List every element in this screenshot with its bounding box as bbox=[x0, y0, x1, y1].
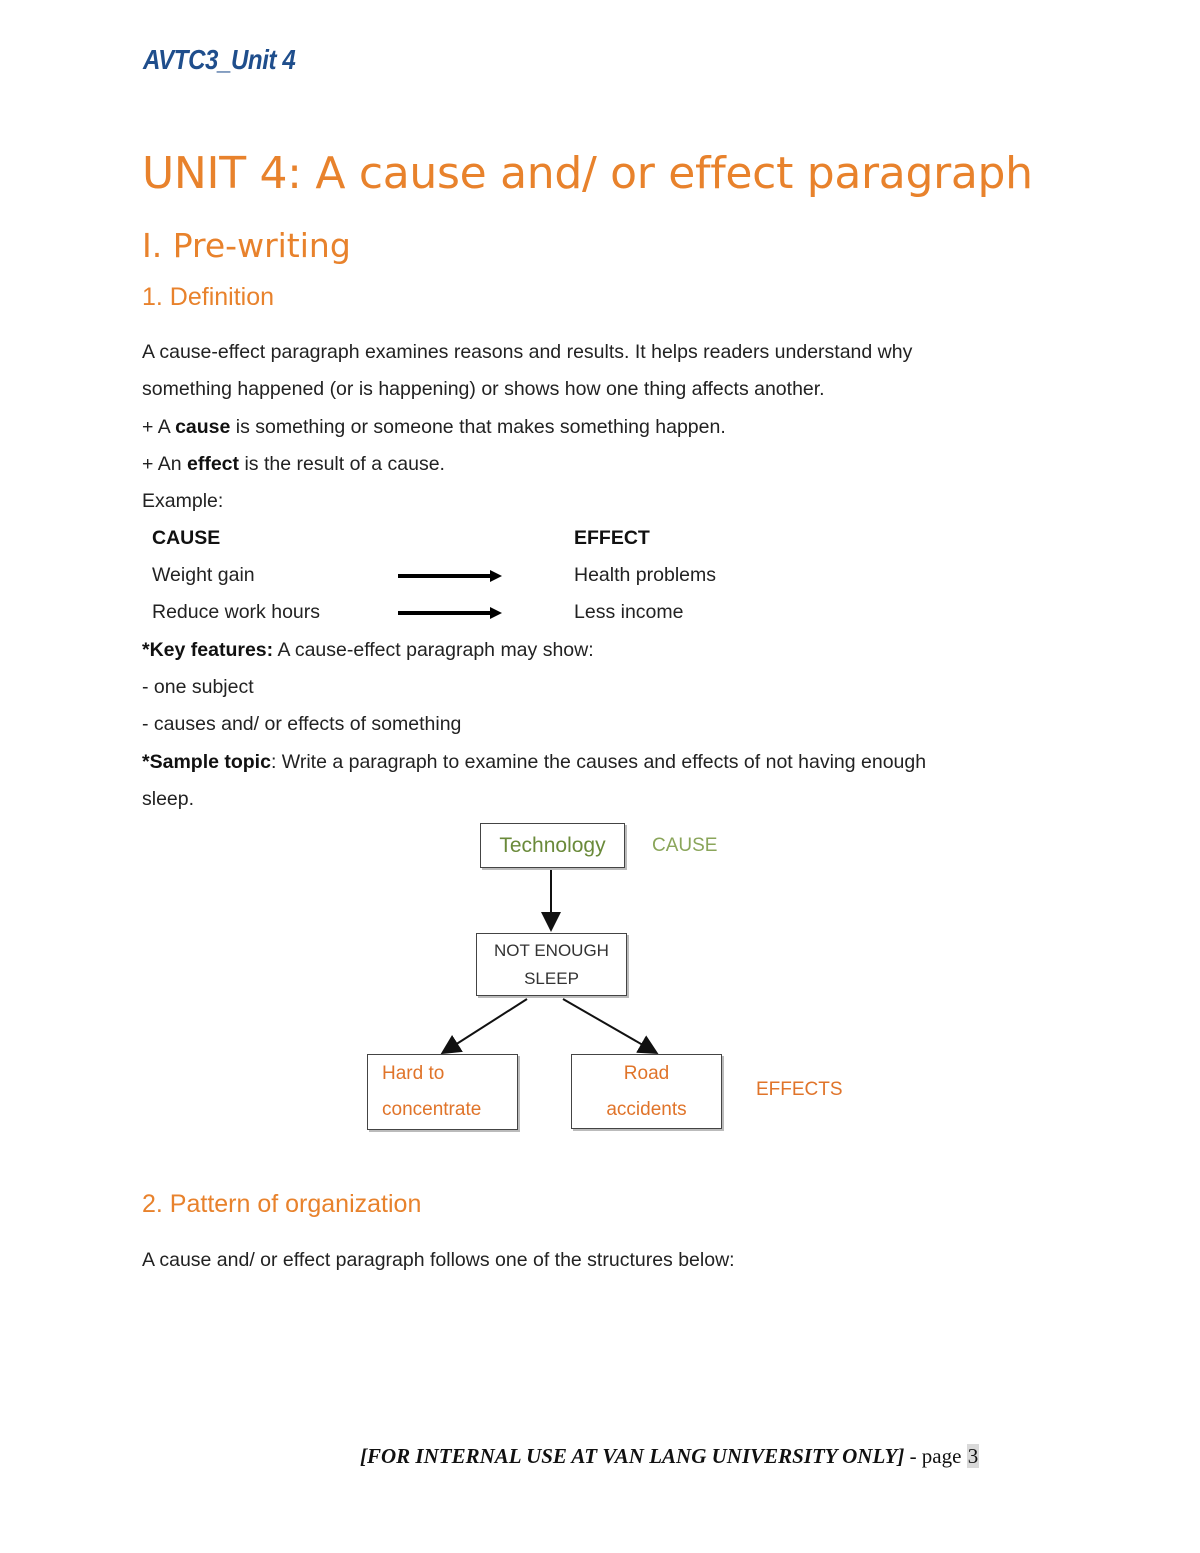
right-arrow-icon bbox=[396, 604, 506, 622]
effect-term: effect bbox=[187, 453, 240, 475]
example-effect-2: Less income bbox=[574, 601, 684, 623]
arrow-to-effect-1 bbox=[444, 999, 527, 1052]
definition-line-2: something happened (or is happening) or shows how one thing affects another. bbox=[142, 378, 825, 400]
definition-line-1: A cause-effect paragraph examines reasons and results. It helps readers understand why bbox=[142, 341, 913, 363]
pattern-text: A cause and/ or effect paragraph follows one of the structures below: bbox=[142, 1249, 735, 1271]
effects-label: EFFECTS bbox=[756, 1079, 843, 1100]
effect-1-line-2: concentrate bbox=[382, 1099, 482, 1120]
effect-2-line-1: Road bbox=[623, 1062, 670, 1084]
cause-definition bbox=[142, 416, 726, 439]
section-heading: I. Pre-writing bbox=[142, 226, 351, 265]
cause-box bbox=[480, 823, 625, 868]
cause-box-label: Technology bbox=[499, 833, 606, 857]
page-prefix: - page bbox=[904, 1444, 967, 1468]
sample-topic-label: *Sample topic bbox=[142, 751, 271, 773]
cause-rest: is something or someone that makes something happen. bbox=[230, 416, 726, 438]
cause-prefix: + A bbox=[142, 416, 176, 438]
arrow-to-effect-2 bbox=[563, 999, 655, 1052]
effect-box-2 bbox=[571, 1054, 722, 1129]
example-label: Example: bbox=[142, 490, 224, 512]
page-number: 3 bbox=[967, 1444, 979, 1468]
key-features bbox=[142, 639, 594, 662]
effect-prefix: + An bbox=[142, 453, 187, 475]
cause-label: CAUSE bbox=[652, 835, 718, 856]
page-title: UNIT 4: A cause and/ or effect paragraph bbox=[142, 148, 1033, 199]
key-features-label: *Key features: bbox=[142, 639, 274, 661]
key-feature-item: - causes and/ or effects of something bbox=[142, 713, 462, 735]
key-feature-item: - one subject bbox=[142, 676, 254, 698]
sample-topic-continued: sleep. bbox=[142, 788, 195, 810]
cause-column-header: CAUSE bbox=[152, 527, 221, 549]
right-arrow-icon bbox=[396, 567, 506, 585]
definition-heading: 1. Definition bbox=[142, 283, 275, 311]
center-box bbox=[476, 933, 627, 996]
example-cause-1: Weight gain bbox=[152, 564, 255, 586]
example-cause-2: Reduce work hours bbox=[152, 601, 320, 623]
cause-term: cause bbox=[175, 416, 231, 438]
effect-rest: is the result of a cause. bbox=[239, 453, 445, 475]
sample-topic-text: : Write a paragraph to examine the causes and effects of not having enough bbox=[270, 751, 927, 773]
effect-column-header: EFFECT bbox=[574, 527, 650, 549]
key-features-text: A cause-effect paragraph may show: bbox=[273, 639, 594, 661]
effect-1-line-1: Hard to bbox=[382, 1063, 445, 1084]
header-label: AVTC3_Unit 4 bbox=[143, 44, 296, 75]
example-effect-1: Health problems bbox=[574, 564, 716, 586]
footer-notice: [FOR INTERNAL USE AT VAN LANG UNIVERSITY ONLY] bbox=[360, 1444, 905, 1468]
pattern-heading: 2. Pattern of organization bbox=[142, 1190, 422, 1218]
page-footer bbox=[360, 1444, 979, 1469]
effect-2-line-2: accidents bbox=[606, 1098, 687, 1120]
effect-box-1 bbox=[367, 1054, 518, 1130]
center-line-2: SLEEP bbox=[524, 968, 579, 988]
center-line-1: NOT ENOUGH bbox=[494, 940, 609, 960]
sample-topic bbox=[142, 751, 926, 774]
effect-definition bbox=[142, 453, 445, 476]
